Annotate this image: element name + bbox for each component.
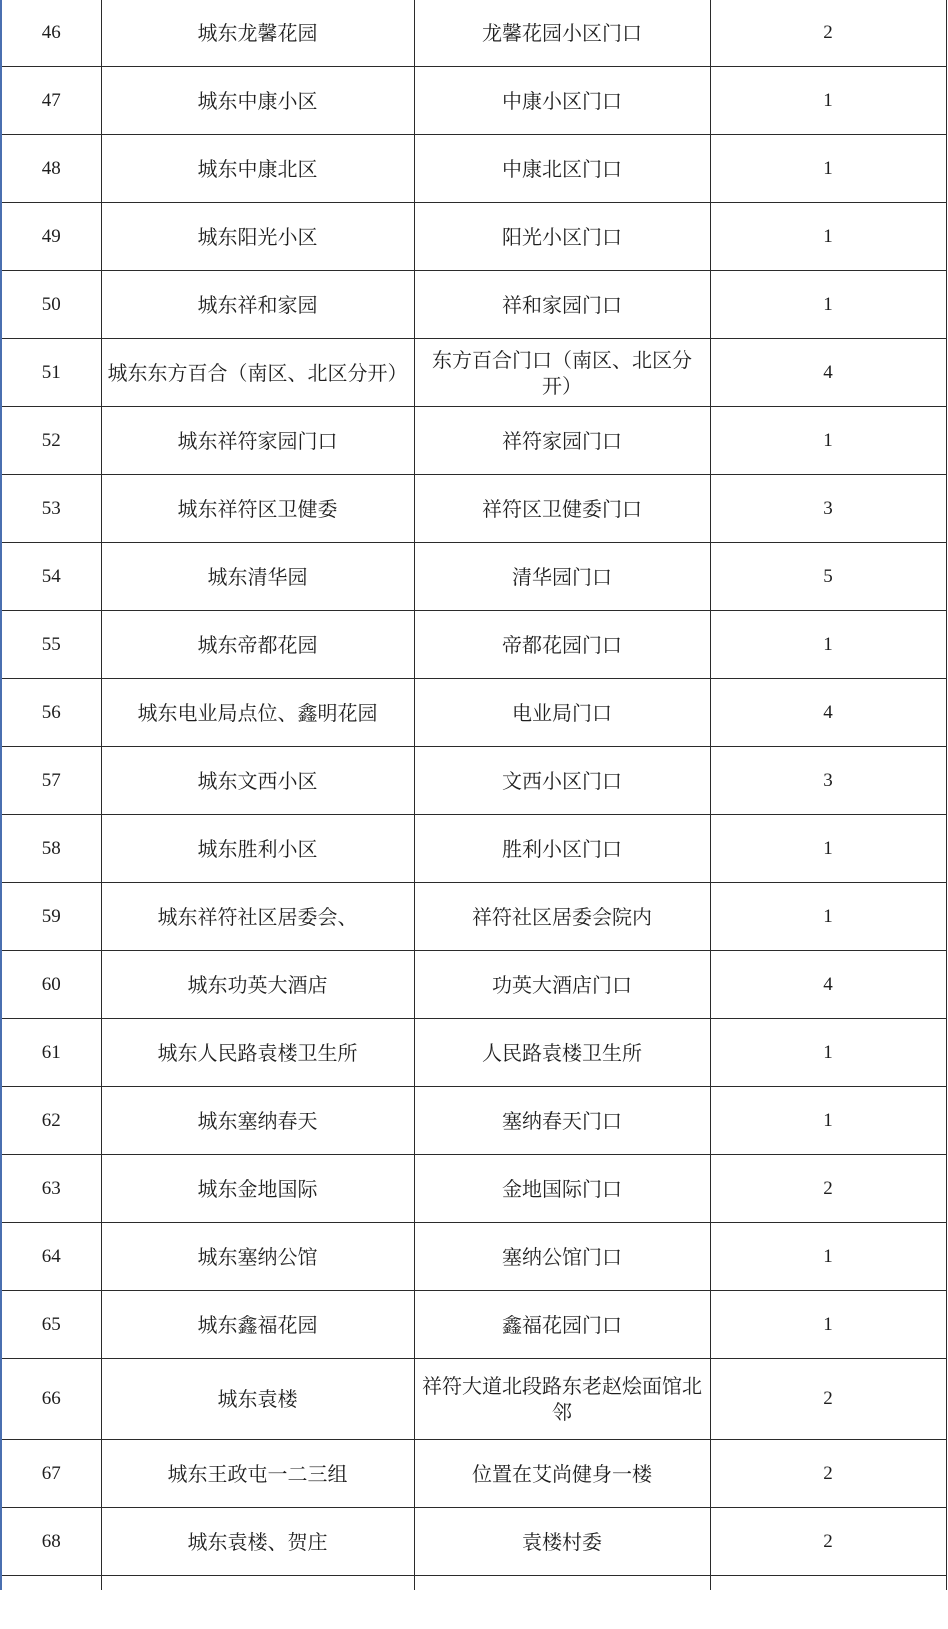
site-location: 阳光小区门口 [414,203,710,271]
site-location: 祥符大道北段路东老赵烩面馆北邻 [414,1359,710,1440]
table-row [1,1087,946,1155]
table-row [1,1508,946,1576]
site-name: 城东金地国际 [101,1155,414,1223]
row-number: 47 [1,67,101,135]
site-count: 2 [710,1508,946,1576]
table-row [1,271,946,339]
site-name: 城东袁楼、贺庄 [101,1508,414,1576]
site-location: 清华园门口 [414,543,710,611]
site-count: 1 [710,1223,946,1291]
site-count: 4 [710,339,946,407]
site-count: 1 [710,1019,946,1087]
table-row [1,1155,946,1223]
site-name: 城东祥符区卫健委 [101,475,414,543]
table-row [1,135,946,203]
site-name: 城东东方百合（南区、北区分开） [101,339,414,407]
site-name: 城东祥和家园 [101,271,414,339]
site-location: 祥符家园门口 [414,407,710,475]
site-count: 4 [710,679,946,747]
row-number: 66 [1,1359,101,1440]
table-row [1,1440,946,1508]
site-location: 文西小区门口 [414,747,710,815]
site-name: 城东功英大酒店 [101,951,414,1019]
row-number: 60 [1,951,101,1019]
site-name: 城东祥符家园门口 [101,407,414,475]
site-location [414,1576,710,1591]
site-count: 3 [710,747,946,815]
table-row [1,0,946,67]
site-name: 城东鑫福花园 [101,1291,414,1359]
table-row [1,1359,946,1440]
site-count: 1 [710,815,946,883]
site-name: 城东中康小区 [101,67,414,135]
row-number: 62 [1,1087,101,1155]
site-location: 塞纳公馆门口 [414,1223,710,1291]
row-number: 61 [1,1019,101,1087]
site-name [101,1576,414,1591]
row-number: 65 [1,1291,101,1359]
table-body [1,0,946,1590]
row-number: 58 [1,815,101,883]
row-number: 63 [1,1155,101,1223]
site-location: 袁楼村委 [414,1508,710,1576]
site-location: 金地国际门口 [414,1155,710,1223]
site-name: 城东人民路袁楼卫生所 [101,1019,414,1087]
row-number: 46 [1,0,101,67]
site-location: 功英大酒店门口 [414,951,710,1019]
row-number: 67 [1,1440,101,1508]
site-count: 5 [710,543,946,611]
table-row-partial [1,1576,946,1591]
site-name: 城东祥符社区居委会、 [101,883,414,951]
row-number: 50 [1,271,101,339]
site-count: 2 [710,0,946,67]
site-location: 位置在艾尚健身一楼 [414,1440,710,1508]
row-number: 55 [1,611,101,679]
row-number: 54 [1,543,101,611]
table-row [1,883,946,951]
row-number [1,1576,101,1591]
table-row [1,407,946,475]
row-number: 57 [1,747,101,815]
site-location: 塞纳春天门口 [414,1087,710,1155]
table-row [1,747,946,815]
site-name: 城东塞纳公馆 [101,1223,414,1291]
table-row [1,67,946,135]
row-number: 52 [1,407,101,475]
table-row [1,339,946,407]
site-location: 东方百合门口（南区、北区分开） [414,339,710,407]
site-name: 城东龙馨花园 [101,0,414,67]
site-count: 1 [710,1291,946,1359]
site-name: 城东阳光小区 [101,203,414,271]
site-name: 城东帝都花园 [101,611,414,679]
table-row [1,1019,946,1087]
site-count: 1 [710,135,946,203]
row-number: 48 [1,135,101,203]
table-row [1,543,946,611]
row-number: 56 [1,679,101,747]
site-name: 城东袁楼 [101,1359,414,1440]
table-row [1,475,946,543]
site-count: 1 [710,203,946,271]
site-location: 鑫福花园门口 [414,1291,710,1359]
site-name: 城东中康北区 [101,135,414,203]
site-location: 祥和家园门口 [414,271,710,339]
site-count [710,1576,946,1591]
row-number: 64 [1,1223,101,1291]
site-name: 城东电业局点位、鑫明花园 [101,679,414,747]
site-count: 4 [710,951,946,1019]
site-count: 1 [710,407,946,475]
site-count: 2 [710,1440,946,1508]
row-number: 49 [1,203,101,271]
site-location: 祥符社区居委会院内 [414,883,710,951]
site-count: 1 [710,271,946,339]
table-row [1,815,946,883]
site-count: 1 [710,67,946,135]
site-location: 帝都花园门口 [414,611,710,679]
table-row [1,679,946,747]
site-name: 城东塞纳春天 [101,1087,414,1155]
site-location: 祥符区卫健委门口 [414,475,710,543]
site-location: 中康小区门口 [414,67,710,135]
row-number: 59 [1,883,101,951]
table-row [1,611,946,679]
site-count: 1 [710,611,946,679]
site-location: 胜利小区门口 [414,815,710,883]
site-name: 城东清华园 [101,543,414,611]
site-name: 城东王政屯一二三组 [101,1440,414,1508]
site-location: 电业局门口 [414,679,710,747]
site-location: 龙馨花园小区门口 [414,0,710,67]
row-number: 53 [1,475,101,543]
site-count: 2 [710,1359,946,1440]
site-name: 城东文西小区 [101,747,414,815]
table-row [1,1291,946,1359]
site-name: 城东胜利小区 [101,815,414,883]
table-row [1,1223,946,1291]
table-row [1,951,946,1019]
table-row [1,203,946,271]
site-count: 1 [710,883,946,951]
site-count: 1 [710,1087,946,1155]
row-number: 68 [1,1508,101,1576]
site-location: 人民路袁楼卫生所 [414,1019,710,1087]
site-count: 2 [710,1155,946,1223]
site-count: 3 [710,475,946,543]
row-number: 51 [1,339,101,407]
site-location: 中康北区门口 [414,135,710,203]
